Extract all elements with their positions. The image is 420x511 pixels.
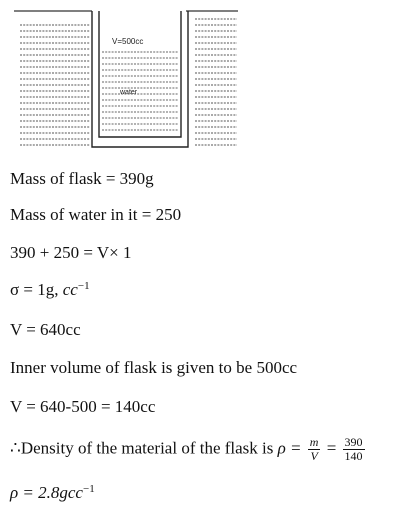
density-of-water-line (10, 280, 90, 300)
water-label: water (120, 89, 138, 96)
material-volume-line: V = 640-500 = 140cc (10, 397, 156, 416)
inner-water-hatching (102, 52, 178, 130)
mass-of-water-line: Mass of water in it = 250 (10, 205, 182, 224)
fraction-denominator-v: V (310, 449, 318, 463)
equals-sign: = (322, 438, 341, 458)
mass-of-flask-line: Mass of flask = 390g (10, 169, 154, 188)
density-result-value: ρ = 2.8 (10, 483, 60, 502)
fraction-numerator-390: 390 (344, 435, 363, 449)
density-result-exponent: −1 (82, 483, 95, 495)
volume-label: V=500cc (112, 37, 144, 46)
density-of-water-unit: cc (62, 280, 78, 299)
flask-diagram (0, 0, 420, 160)
fraction-numerator-m: m (309, 435, 319, 449)
fraction-denominator-140: 140 (344, 449, 363, 463)
density-of-water-exponent: −1 (77, 280, 90, 292)
density-result-unit: gcc (59, 483, 83, 502)
flask-walls (92, 11, 188, 147)
density-formula-line (10, 436, 367, 463)
density-of-water-prefix: σ = 1g, (10, 280, 63, 299)
right-surrounding-water-hatching (195, 19, 237, 145)
total-volume-line: V = 640cc (10, 320, 81, 339)
density-result-line (10, 483, 95, 503)
density-formula-text: ∴Density of the material of the flask is (10, 438, 278, 458)
left-surrounding-water-hatching (20, 25, 90, 145)
numeric-fraction (343, 436, 365, 463)
mass-over-volume-fraction (308, 436, 321, 463)
rho-symbol: ρ = (277, 438, 306, 458)
inner-volume-line: Inner volume of flask is given to be 500cc (10, 358, 298, 377)
sum-equation-line: 390 + 250 = V× 1 (10, 243, 132, 262)
